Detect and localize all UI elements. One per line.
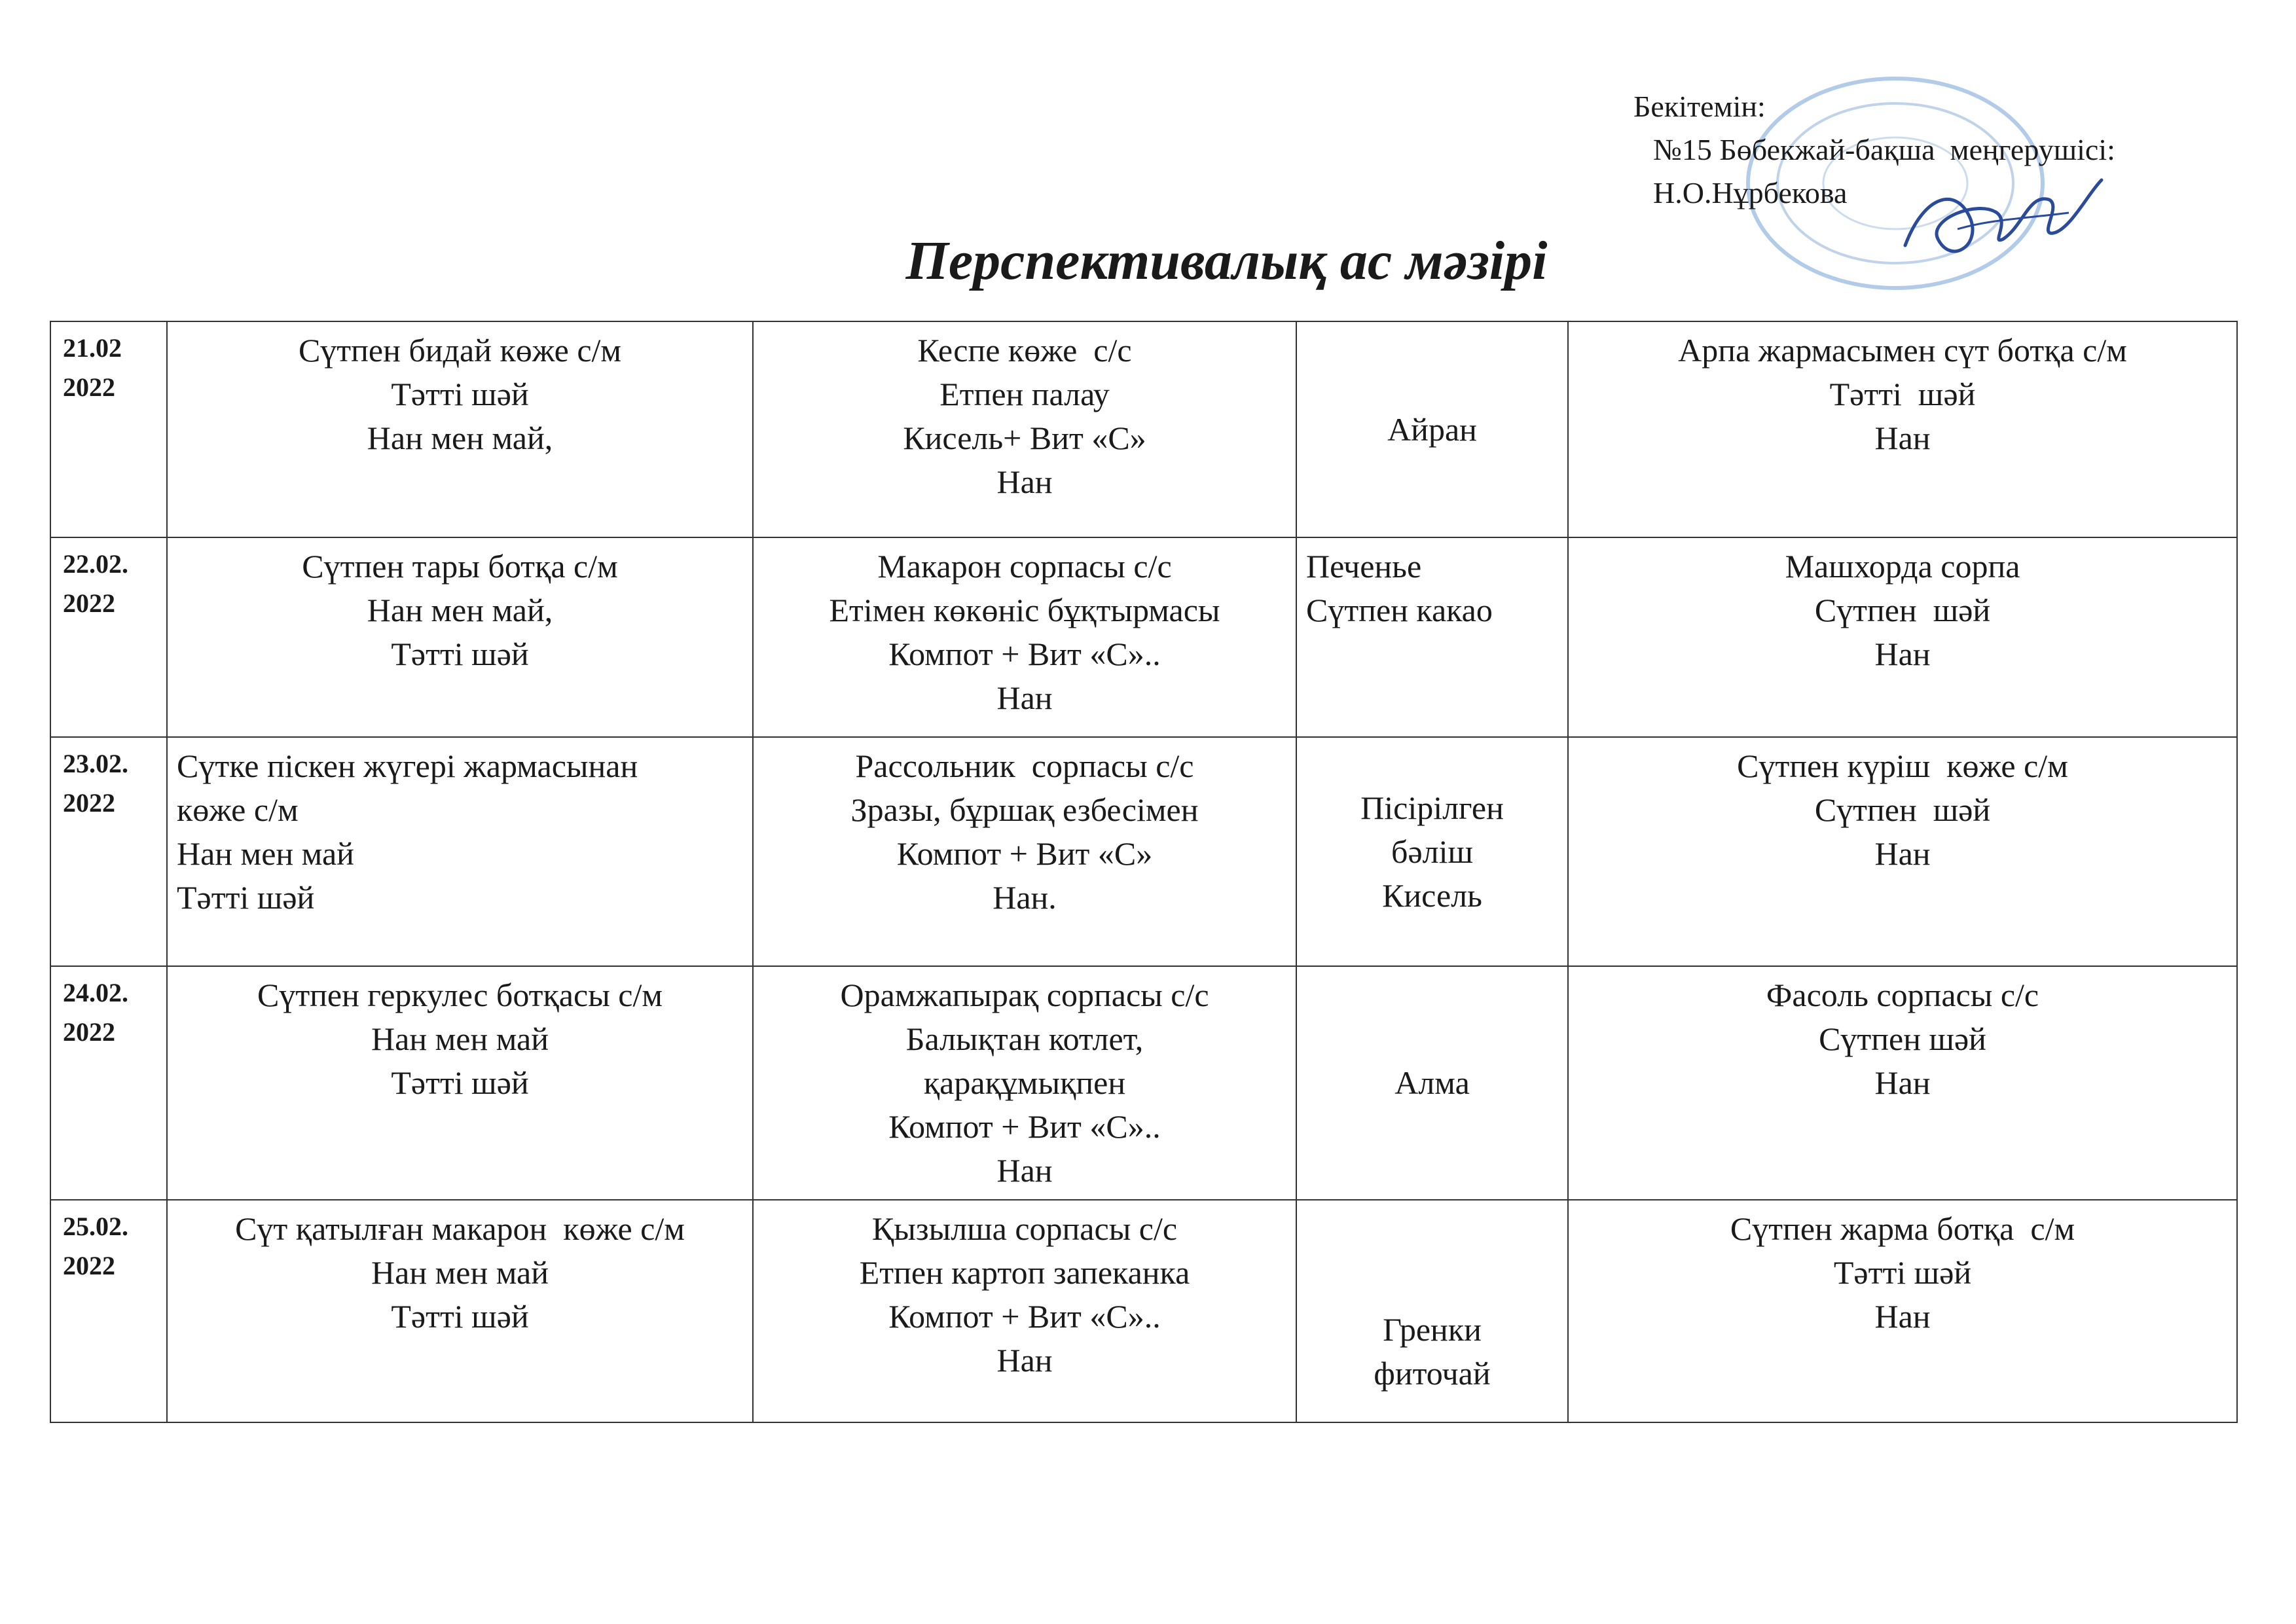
dinner-line: Сүтпен шәй	[1814, 791, 1991, 828]
lunch-line: Етімен көкөніс бұқтырмасы	[829, 592, 1220, 628]
date-line: 24.02.	[63, 978, 128, 1007]
date-line: 2022	[63, 788, 115, 818]
snack-line: Кисель	[1382, 876, 1482, 914]
lunch-line: Орамжапырақ сорпасы с/с	[840, 977, 1209, 1013]
lunch-line: Нан	[996, 1342, 1053, 1379]
snack-cell	[1296, 737, 1568, 966]
table-row	[50, 737, 2237, 966]
breakfast-cell	[167, 1200, 753, 1422]
lunch-line: Нан.	[993, 879, 1057, 916]
dinner-line: Сүтпен шәй	[1814, 592, 1991, 628]
snack-line: Сүтпен какао	[1306, 592, 1493, 628]
snack-line: бәліш	[1391, 833, 1473, 870]
lunch-line: Нан	[996, 1152, 1053, 1189]
breakfast-line: Сүт қатылған макарон көже с/м	[235, 1210, 685, 1247]
approval-heading: Бекітемін:	[1633, 90, 1766, 123]
date-line: 2022	[63, 588, 115, 618]
date-line: 2022	[63, 1251, 115, 1280]
lunch-line: Кеспе көже с/с	[917, 332, 1132, 369]
breakfast-line: Нан мен май	[371, 1020, 549, 1057]
dinner-line: Сүтпен шәй	[1819, 1020, 1986, 1057]
dinner-line: Нан	[1874, 1298, 1931, 1335]
date-cell	[50, 737, 167, 966]
snack-line: Гренки	[1383, 1311, 1482, 1348]
lunch-line: Кисель+ Вит «С»	[903, 420, 1146, 456]
date-cell	[50, 321, 167, 537]
lunch-cell	[753, 737, 1296, 966]
breakfast-cell	[167, 537, 753, 737]
date-line: 22.02.	[63, 549, 128, 579]
lunch-line: Компот + Вит «С»..	[888, 1298, 1161, 1335]
dinner-cell	[1568, 737, 2237, 966]
dinner-line: Тәтті шәй	[1833, 1254, 1972, 1291]
lunch-line: қарақұмықпен	[923, 1064, 1126, 1101]
lunch-line: Етпен палау	[939, 376, 1110, 412]
table-row	[50, 321, 2237, 537]
breakfast-line: Сүтпен тары ботқа с/м	[302, 548, 618, 585]
lunch-line: Қызылша сорпасы с/с	[871, 1210, 1178, 1247]
approval-name: Н.О.Нұрбекова	[1653, 176, 1848, 209]
lunch-line: Рассольник сорпасы с/с	[855, 748, 1194, 784]
dinner-line: Сүтпен күріш көже с/м	[1737, 748, 2068, 784]
lunch-line: Компот + Вит «С»..	[888, 636, 1161, 672]
lunch-line: Макарон сорпасы с/с	[877, 548, 1172, 585]
approval-block	[1633, 85, 2115, 215]
snack-cell	[1296, 966, 1568, 1200]
dinner-line: Нан	[1874, 1064, 1931, 1101]
date-cell	[50, 537, 167, 737]
date-cell	[50, 966, 167, 1200]
dinner-line: Нан	[1874, 835, 1931, 872]
menu-table	[50, 321, 2238, 1423]
breakfast-line: Сүтпен геркулес ботқасы с/м	[257, 977, 663, 1013]
page-title: Перспективалық ас мәзірі	[905, 230, 1548, 291]
dinner-line: Тәтті шәй	[1829, 376, 1976, 412]
lunch-cell	[753, 966, 1296, 1200]
breakfast-line: Нан мен май	[177, 835, 354, 872]
lunch-line: Компот + Вит «С»..	[888, 1108, 1161, 1145]
snack-line: Айран	[1387, 410, 1477, 448]
snack-line: Печенье	[1306, 548, 1422, 585]
breakfast-cell	[167, 321, 753, 537]
breakfast-line: Нан мен май,	[367, 420, 553, 456]
lunch-cell	[753, 1200, 1296, 1422]
approval-position: №15 Бөбекжай-бақша меңгерушісі:	[1653, 133, 2115, 166]
dinner-cell	[1568, 537, 2237, 737]
snack-cell	[1296, 321, 1568, 537]
lunch-line: Етпен картоп запеканка	[859, 1254, 1190, 1291]
date-line: 23.02.	[63, 749, 128, 778]
date-line: 21.02	[63, 333, 122, 363]
breakfast-line: Тәтті шәй	[391, 636, 529, 672]
dinner-line: Арпа жармасымен сүт ботқа с/м	[1678, 332, 2127, 369]
breakfast-line: Нан мен май,	[367, 592, 553, 628]
date-line: 2022	[63, 1017, 115, 1047]
snack-line: Алма	[1394, 1064, 1470, 1101]
breakfast-line: Тәтті шәй	[391, 1064, 529, 1101]
lunch-line: Компот + Вит «С»	[896, 835, 1153, 872]
snack-cell	[1296, 537, 1568, 737]
dinner-line: Нан	[1874, 420, 1931, 456]
date-line: 2022	[63, 372, 115, 402]
snack-line: Пісірілген	[1360, 789, 1504, 826]
lunch-line: Балықтан котлет,	[905, 1020, 1144, 1057]
table-row	[50, 966, 2237, 1200]
breakfast-line: Тәтті шәй	[391, 1298, 529, 1335]
breakfast-line: Тәтті шәй	[391, 376, 529, 412]
dinner-line: Нан	[1874, 636, 1931, 672]
snack-cell	[1296, 1200, 1568, 1422]
dinner-line: Фасоль сорпасы с/с	[1766, 977, 2039, 1013]
lunch-line: Зразы, бұршақ езбесімен	[850, 791, 1199, 828]
snack-line: фиточай	[1374, 1355, 1491, 1392]
dinner-cell	[1568, 966, 2237, 1200]
dinner-line: Машхорда сорпа	[1785, 548, 2020, 585]
lunch-line: Нан	[996, 463, 1053, 500]
dinner-line: Сүтпен жарма ботқа с/м	[1730, 1210, 2075, 1247]
dinner-cell	[1568, 321, 2237, 537]
dinner-cell	[1568, 1200, 2237, 1422]
date-cell	[50, 1200, 167, 1422]
lunch-line: Нан	[996, 679, 1053, 716]
breakfast-cell	[167, 737, 753, 966]
date-line: 25.02.	[63, 1212, 128, 1241]
breakfast-line: көже с/м	[177, 791, 299, 828]
table-row	[50, 537, 2237, 737]
lunch-cell	[753, 321, 1296, 537]
breakfast-cell	[167, 966, 753, 1200]
breakfast-line: Сүтпен бидай көже с/м	[298, 332, 622, 369]
breakfast-line: Нан мен май	[371, 1254, 549, 1291]
breakfast-line: Тәтті шәй	[177, 879, 315, 916]
lunch-cell	[753, 537, 1296, 737]
breakfast-line: Сүтке піскен жүгері жармасынан	[177, 748, 638, 784]
table-row	[50, 1200, 2237, 1422]
